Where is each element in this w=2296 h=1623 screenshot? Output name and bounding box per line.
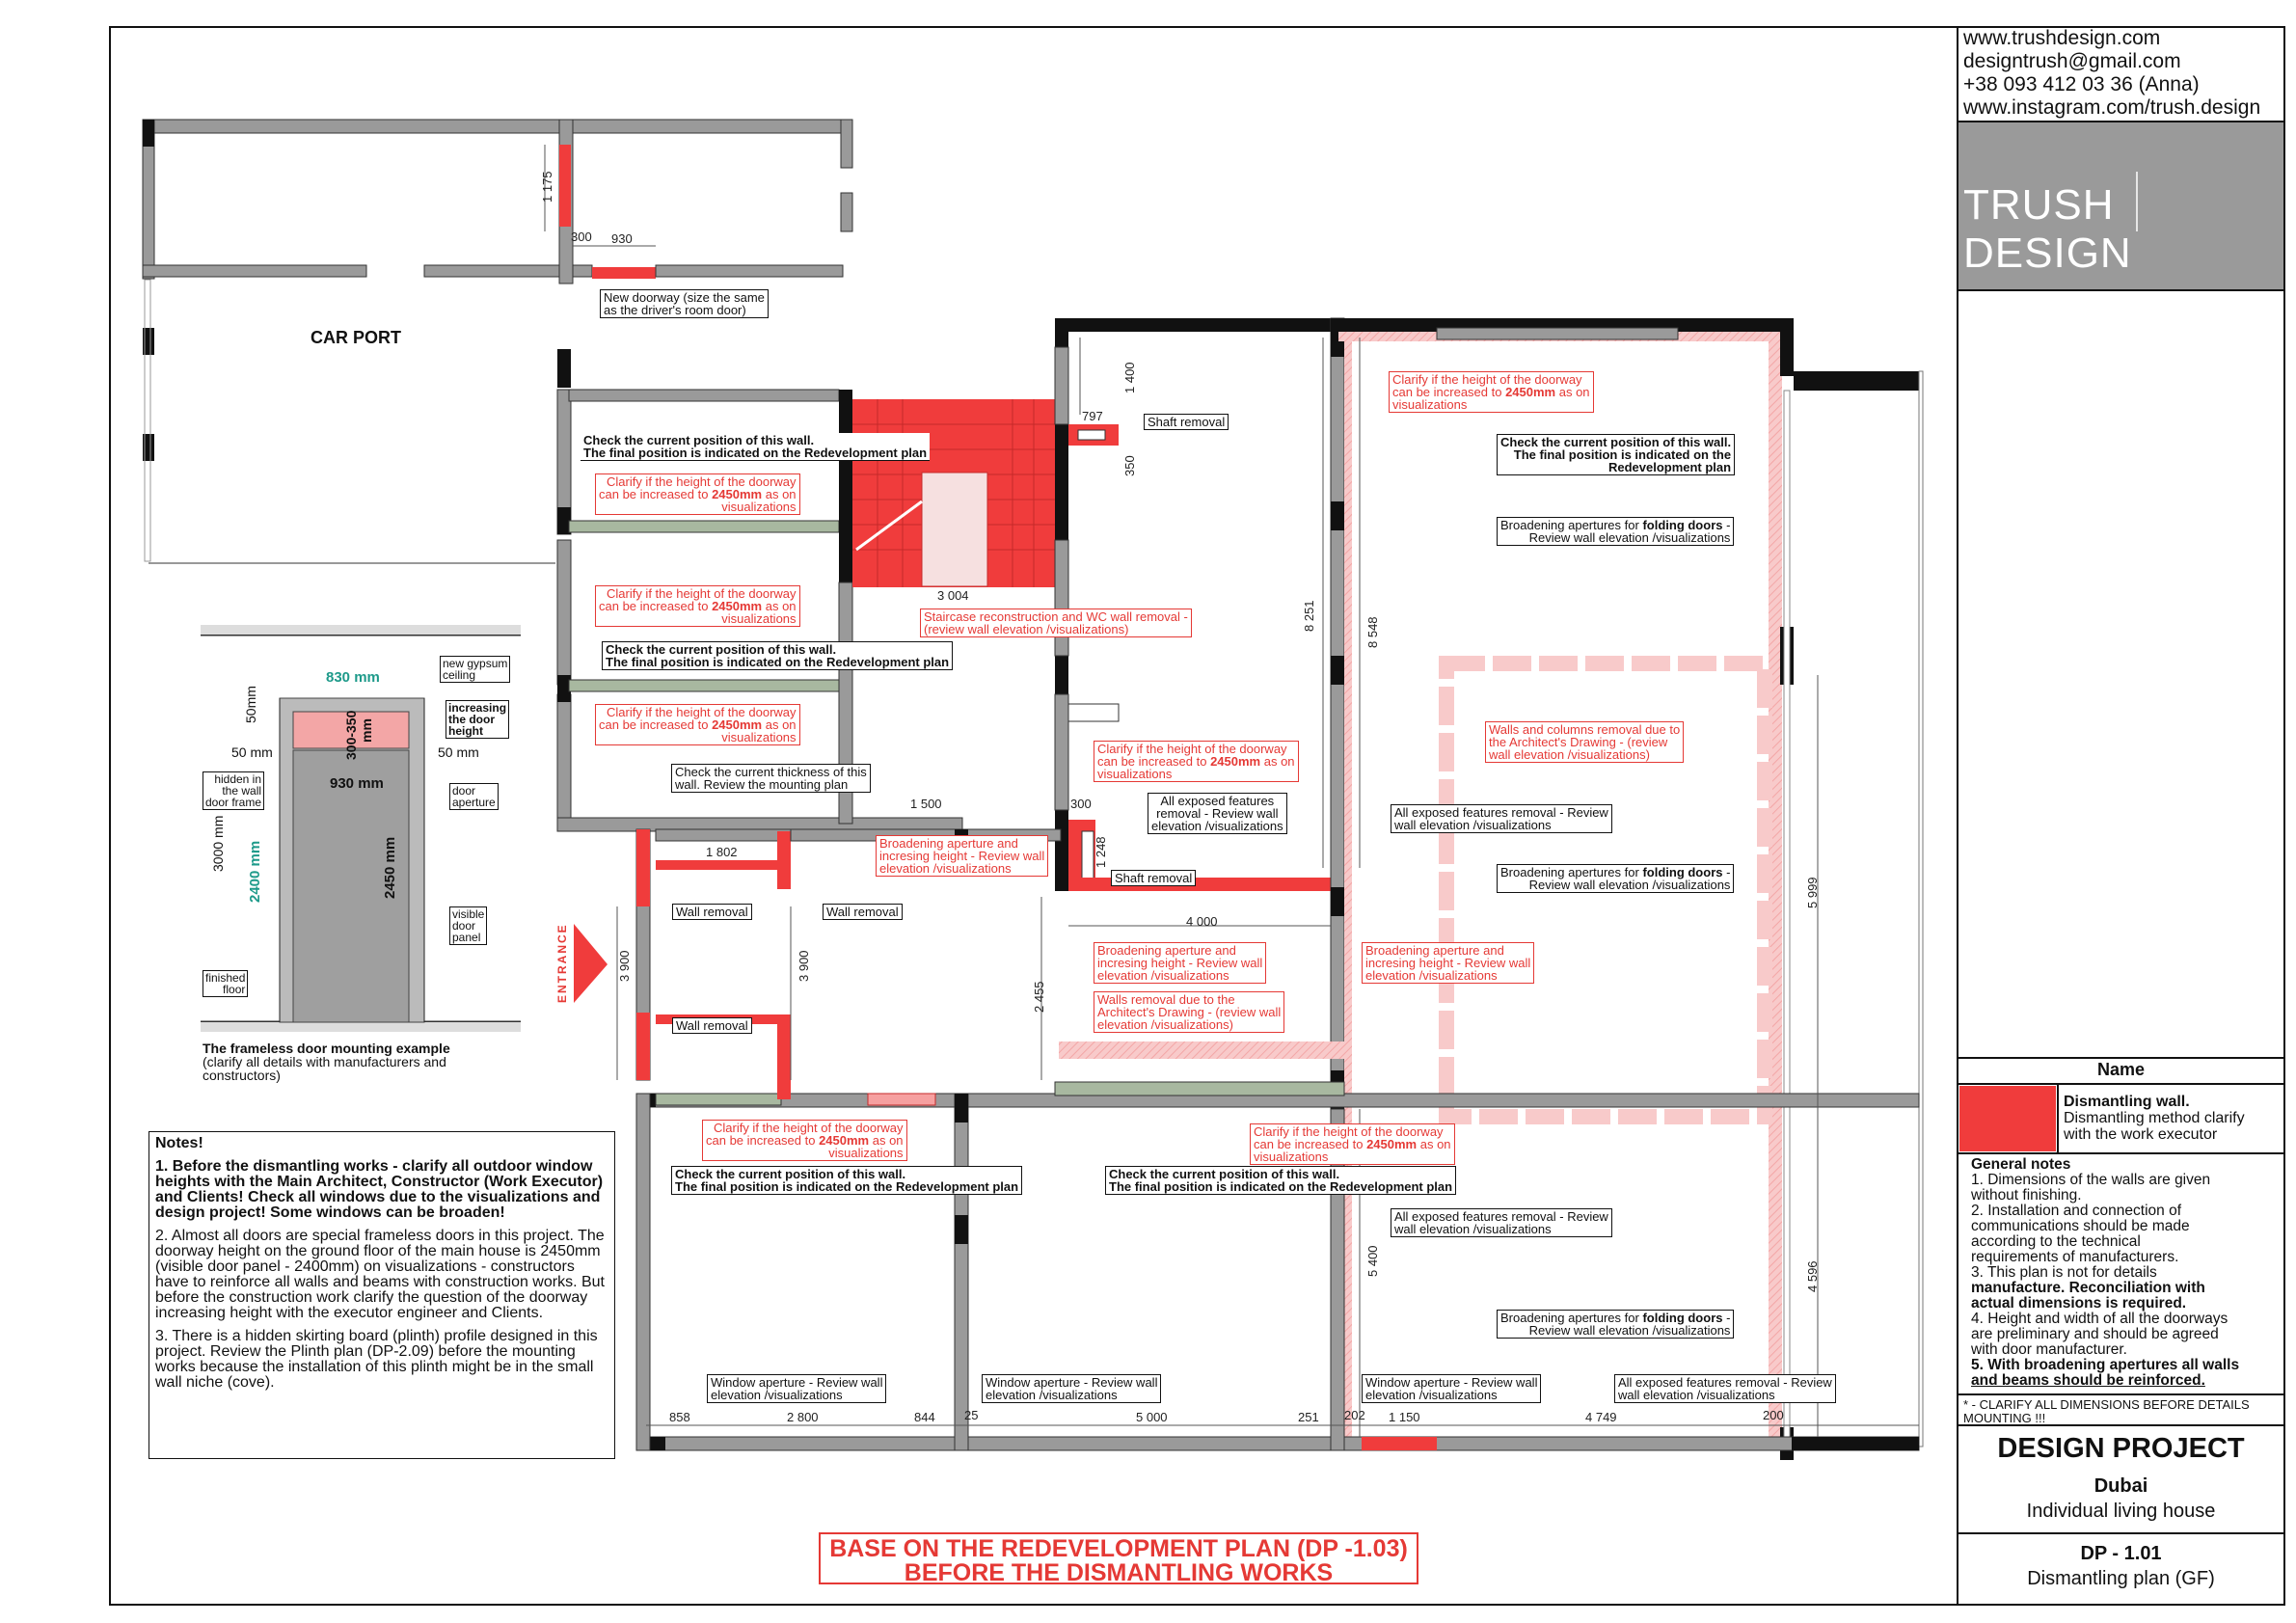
door-w830: 830 mm [326, 669, 380, 686]
new-doorway-line1: New doorway (size the same [604, 290, 765, 305]
walls-removal-arch-line2: Architect's Drawing - (review wall [1097, 1005, 1282, 1019]
dim-5000: 5 000 [1136, 1410, 1168, 1424]
caption-title: The frameless door mounting example [203, 1041, 450, 1056]
gen-note-line: and beams should be reinforced. [1971, 1372, 2205, 1389]
gen-note-line: without finishing. [1971, 1187, 2082, 1204]
bf-1b: folding doors [1642, 1311, 1723, 1325]
check-wall-note-a [581, 433, 930, 461]
legend-header: Name [2096, 1060, 2146, 1079]
clarify-line2a: can be increased to [1254, 1137, 1367, 1151]
door-h50-top: 50mm [243, 686, 258, 723]
window-aperture-note-3 [1362, 1374, 1541, 1403]
clarify-line2c: as on [1260, 754, 1295, 769]
walls-columns-line3: wall elevation /visualizations) [1489, 747, 1650, 762]
exposed-line2: wall elevation /visualizations [1394, 1222, 1552, 1236]
check-wall-line2: The final position is indicated on the Redevelopment plan [1109, 1179, 1453, 1194]
finished-line1: finished [205, 971, 246, 985]
legend-item-desc2: with the work executor [2064, 1126, 2218, 1143]
caption-line2: constructors) [203, 1068, 281, 1083]
walls-removal-arch-line1: Walls removal due to the [1097, 992, 1235, 1007]
broad-height-line1: Broadening aperture and [1097, 943, 1236, 958]
clarify-doorway-note-6 [702, 1120, 907, 1161]
check-wall-note-c [671, 1166, 1022, 1195]
note-3: 3. There is a hidden skirting board (plinth) profile designed in this project. Review the Plinth plan (DP-2.09) before the mounting works because the installation of this plinth might be in the small wall niche (cove). [155, 1328, 598, 1391]
check-thickness-line1: Check the current thickness of this [675, 765, 867, 779]
visible-line3: panel [452, 931, 481, 944]
broad-folding-line2: Review wall elevation /visualizations [1528, 1323, 1731, 1338]
banner-line1: BASE ON THE REDEVELOPMENT PLAN (DP -1.03) [829, 1535, 1408, 1562]
broad-height-line3: elevation /visualizations [879, 861, 1012, 876]
bf-1c: - [1722, 865, 1731, 879]
hidden-line1: hidden in [214, 772, 262, 786]
dim-930: 930 [611, 231, 633, 246]
broad-height-line2: incresing height - Review wall [879, 849, 1045, 863]
hidden-line2: the wall [222, 784, 262, 798]
note-2: 2. Almost all doors are special frameless doors in this project. The doorway height on the ground floor of the main house is 2450mm (visible door panel - 2400mm) on visualizations - constructors have to reinforce all walls and beams with construction works. But before the construction work clarify the question of the doorway increasing height with the executor engineer and Clients. [155, 1228, 605, 1321]
clarify-doorway-note-4 [1389, 371, 1594, 413]
general-notes [1971, 1157, 2280, 1389]
legend-item-title: Dismantling wall. [2064, 1094, 2190, 1110]
exposed-line1: All exposed features removal - Review [1394, 1209, 1608, 1224]
bf-1a: Broadening apertures for [1500, 865, 1643, 879]
clarify-line3: visualizations [1097, 767, 1173, 781]
gen-note-line: according to the technical [1971, 1233, 2141, 1250]
check-wall-line2: The final position is indicated on the Redevelopment plan [583, 446, 928, 460]
check-wall-note-b [602, 641, 953, 670]
dim-2800: 2 800 [787, 1410, 819, 1424]
bf-1a: Broadening apertures for [1500, 518, 1643, 532]
clarify-line2b: 2450mm [1505, 385, 1556, 399]
general-notes-title: General notes [1971, 1156, 2071, 1173]
door-h3000: 3000 mm [210, 815, 226, 872]
project-city: Dubai [2093, 1475, 2148, 1497]
exposed-line1: All exposed features removal - Review [1394, 805, 1608, 820]
walls-removal-arch-note [1094, 991, 1284, 1033]
dim-5400: 5 400 [1365, 1245, 1380, 1277]
window-ap-line2: elevation /visualizations [986, 1388, 1118, 1402]
check-thickness-line2: wall. Review the mounting plan [675, 777, 849, 792]
door-h300: 300-350 [343, 710, 359, 760]
clarify-line2a: can be increased to [1097, 754, 1211, 769]
clarify-line1: Clarify if the height of the doorway [1097, 742, 1287, 756]
exposed-features-note-2 [1391, 1208, 1612, 1237]
check-thickness-note [671, 764, 871, 793]
check-wall-line1: Check the current position of this wall. [606, 642, 837, 657]
gypsum-line2: ceiling [443, 668, 476, 682]
staircase-line2: (review wall elevation /visualizations) [924, 622, 1129, 636]
visible-panel-note [449, 906, 487, 945]
new-doorway-note [600, 289, 769, 318]
gen-note-line: are preliminary and should be agreed [1971, 1326, 2219, 1342]
banner-line2: BEFORE THE DISMANTLING WORKS [904, 1559, 1334, 1586]
dim-1802: 1 802 [706, 845, 738, 859]
clarify-line2c: as on [762, 487, 797, 501]
window-aperture-note-1 [707, 1374, 886, 1403]
clarify-doorway-note-1 [595, 473, 800, 515]
clarify-line2c: as on [1555, 385, 1590, 399]
clarify-line3: visualizations [1254, 1150, 1329, 1164]
bf-1c: - [1722, 1311, 1731, 1325]
clarify-doorway-note-3 [595, 704, 800, 745]
clarify-doorway-note-2 [595, 585, 800, 627]
door-h2400: 2400 mm [247, 840, 263, 903]
dim-2455: 2 455 [1032, 981, 1046, 1013]
dim-1175: 1 175 [540, 171, 554, 203]
clarify-line2a: can be increased to [599, 717, 713, 732]
notes-title: Notes! [155, 1135, 203, 1151]
clarify-line3: visualizations [721, 500, 797, 514]
gen-note-line: 1. Dimensions of the walls are given [1971, 1172, 2211, 1188]
clarify-line1: Clarify if the height of the doorway [1392, 372, 1582, 387]
check-wall-line1: Check the current position of this wall. [675, 1167, 906, 1181]
check-wall-r-line2: The final position is indicated on the [1513, 447, 1732, 462]
clarify-line1: Clarify if the height of the doorway [606, 586, 797, 601]
exposed-features-note-3 [1614, 1374, 1836, 1403]
door-detail-caption [203, 1041, 450, 1082]
walls-columns-line2: the Architect's Drawing - (review [1489, 735, 1668, 749]
broad-folding-line2: Review wall elevation /visualizations [1528, 530, 1731, 545]
entrance-arrow [574, 924, 608, 1003]
door-side50-right: 50 mm [438, 744, 479, 760]
increasing-height-note [446, 700, 509, 739]
broadening-height-note-3 [1362, 942, 1534, 984]
broadening-folding-note-1 [1497, 517, 1734, 546]
check-wall-line2: The final position is indicated on the Redevelopment plan [675, 1179, 1019, 1194]
dim-4749: 4 749 [1585, 1410, 1617, 1424]
contact-website[interactable]: www.trushdesign.com [1963, 27, 2161, 49]
gen-note-line: requirements of manufacturers. [1971, 1249, 2179, 1265]
dim-3900a: 3 900 [617, 950, 632, 982]
clarify-line2b: 2450mm [1210, 754, 1261, 769]
door-h2450: 2450 mm [382, 836, 398, 899]
clarify-line2b: 2450mm [712, 599, 763, 613]
gen-note-line: actual dimensions is required. [1971, 1295, 2187, 1312]
exposed-line1: All exposed features removal - Review [1618, 1375, 1832, 1390]
brand-logo [1963, 181, 2296, 278]
dim-300a: 300 [571, 230, 592, 244]
finished-floor-note [203, 970, 248, 997]
entrance-label: ENTRANCE [555, 923, 569, 1003]
window-ap-line1: Window aperture - Review wall [711, 1375, 883, 1390]
clarify-line1: Clarify if the height of the doorway [606, 474, 797, 489]
contact-instagram[interactable]: www.instagram.com/trush.design [1963, 96, 2261, 119]
dim-858: 858 [669, 1410, 690, 1424]
door-w930: 930 mm [330, 775, 384, 792]
exposed-mid-line2: removal - Review wall [1156, 806, 1279, 821]
broad-height-line3: elevation /visualizations [1097, 968, 1229, 983]
check-wall-note-e [1497, 434, 1735, 475]
contact-email[interactable]: designtrush@gmail.com [1963, 50, 2181, 72]
dim-797: 797 [1082, 409, 1103, 423]
shaft-removal-note-2: Shaft removal [1111, 870, 1196, 886]
car-port-label: CAR PORT [311, 328, 401, 347]
new-doorway-line2: as the driver's room door) [604, 303, 746, 317]
bf-1c: - [1722, 518, 1731, 532]
exposed-mid-line1: All exposed features [1160, 794, 1275, 808]
window-ap-line2: elevation /visualizations [711, 1388, 843, 1402]
project-title: DESIGN PROJECT [1997, 1433, 2245, 1464]
check-wall-line1: Check the current position of this wall. [583, 433, 815, 447]
window-ap-line1: Window aperture - Review wall [986, 1375, 1158, 1390]
dim-251: 251 [1298, 1410, 1319, 1424]
dim-3900b: 3 900 [797, 950, 811, 982]
exposed-line2: wall elevation /visualizations [1394, 818, 1552, 832]
door-ap-line1: door [452, 784, 476, 798]
dim-1400: 1 400 [1122, 362, 1137, 393]
dim-200: 200 [1763, 1408, 1784, 1422]
clarify-line2a: can be increased to [706, 1133, 820, 1148]
clarify-line2c: as on [1417, 1137, 1451, 1151]
clarify-line1: Clarify if the height of the doorway [713, 1121, 904, 1135]
dim-4596: 4 596 [1805, 1260, 1820, 1292]
clarify-line2c: as on [869, 1133, 904, 1148]
legend-item-desc1: Dismantling method clarify [2064, 1110, 2245, 1126]
finished-line2: floor [223, 983, 246, 996]
bf-1a: Broadening apertures for [1500, 1311, 1643, 1325]
clarify-dimensions-2: MOUNTING !!! [1963, 1411, 2046, 1425]
window-ap-line2: elevation /visualizations [1365, 1388, 1498, 1402]
broadening-height-note-2 [1094, 942, 1266, 984]
exposed-features-mid-note [1148, 793, 1287, 834]
exposed-mid-line3: elevation /visualizations [1151, 819, 1283, 833]
clarify-line2c: as on [762, 599, 797, 613]
check-wall-note-d [1105, 1166, 1456, 1195]
gen-note-line: with door manufacturer. [1971, 1341, 2127, 1358]
caption-line1: (clarify all details with manufacturers and [203, 1054, 446, 1069]
dim-1500: 1 500 [910, 797, 942, 811]
wall-removal-note-2: Wall removal [823, 904, 903, 920]
clarify-line2b: 2450mm [712, 717, 763, 732]
clarify-line2b: 2450mm [819, 1133, 870, 1148]
clarify-doorway-note-7 [1250, 1123, 1455, 1165]
sheet-name: Dismantling plan (GF) [2027, 1568, 2215, 1589]
logo-part2: DESIGN [1963, 230, 2132, 277]
project-type: Individual living house [2026, 1501, 2216, 1522]
clarify-line2b: 2450mm [712, 487, 763, 501]
broad-folding-line2: Review wall elevation /visualizations [1528, 878, 1731, 892]
clarify-line2a: can be increased to [599, 599, 713, 613]
gen-note-line: communications should be made [1971, 1218, 2190, 1234]
clarify-line1: Clarify if the height of the doorway [606, 705, 797, 719]
check-wall-line2: The final position is indicated on the Redevelopment plan [606, 655, 950, 669]
clarify-line2a: can be increased to [599, 487, 713, 501]
clarify-line2a: can be increased to [1392, 385, 1506, 399]
visible-line1: visible [452, 907, 485, 921]
walls-removal-arch-line3: elevation /visualizations) [1097, 1017, 1233, 1032]
sheet-number: DP - 1.01 [2080, 1543, 2162, 1564]
staircase-line1: Staircase reconstruction and WC wall removal - [924, 609, 1188, 624]
clarify-line3: visualizations [1392, 397, 1468, 412]
broadening-height-note-1 [876, 835, 1048, 877]
door-ap-line2: aperture [452, 796, 496, 809]
dim-844: 844 [914, 1410, 935, 1424]
dim-5999: 5 999 [1805, 877, 1820, 908]
check-wall-r-line3: Redevelopment plan [1607, 460, 1732, 474]
clarify-line2c: as on [762, 717, 797, 732]
wall-removal-note-1: Wall removal [672, 904, 752, 920]
bf-1b: folding doors [1642, 518, 1723, 532]
dim-1150: 1 150 [1389, 1410, 1420, 1424]
dim-4000: 4 000 [1186, 914, 1218, 929]
door-h300-unit: mm [359, 718, 374, 743]
door-aperture-note [449, 783, 499, 810]
increasing-line1: increasing [448, 701, 507, 715]
notes-box [149, 1131, 615, 1459]
clarify-line2b: 2450mm [1366, 1137, 1418, 1151]
door-side50-left: 50 mm [231, 744, 273, 760]
clarify-line3: visualizations [721, 730, 797, 744]
dim-3004: 3 004 [937, 588, 969, 603]
window-ap-line1: Window aperture - Review wall [1365, 1375, 1538, 1390]
dim-202: 202 [1344, 1408, 1365, 1422]
visible-line2: door [452, 919, 476, 933]
contact-phone: +38 093 412 03 36 (Anna) [1963, 73, 2200, 95]
hidden-line3: door frame [205, 796, 262, 809]
broad-height-line1: Broadening aperture and [879, 836, 1018, 851]
hidden-frame-note [203, 771, 264, 810]
clarify-doorway-note-5 [1094, 741, 1299, 782]
broadening-folding-note-3 [1497, 1310, 1734, 1339]
broad-height-line1: Broadening aperture and [1365, 943, 1504, 958]
gen-note-line: manufacture. Reconciliation with [1971, 1280, 2205, 1296]
gen-note-line: 4. Height and width of all the doorways [1971, 1311, 2228, 1327]
window-aperture-note-2 [982, 1374, 1161, 1403]
check-wall-line1: Check the current position of this wall. [1109, 1167, 1340, 1181]
dim-1248: 1 248 [1094, 836, 1108, 868]
broad-height-line3: elevation /visualizations [1365, 968, 1498, 983]
shaft-removal-note-1: Shaft removal [1144, 414, 1229, 430]
gen-note-line: 3. This plan is not for details [1971, 1264, 2157, 1281]
clarify-line1: Clarify if the height of the doorway [1254, 1124, 1444, 1139]
logo-part1: TRUSH [1963, 181, 2115, 229]
clarify-line3: visualizations [721, 611, 797, 626]
gypsum-line1: new gypsum [443, 657, 508, 670]
bf-1b: folding doors [1642, 865, 1723, 879]
broad-height-line2: incresing height - Review wall [1097, 956, 1263, 970]
broadening-folding-note-2 [1497, 864, 1734, 893]
increasing-line3: height [448, 724, 483, 738]
exposed-line2: wall elevation /visualizations [1618, 1388, 1775, 1402]
legend-swatch [1959, 1086, 2056, 1151]
clarify-line3: visualizations [828, 1146, 904, 1160]
note-1: 1. Before the dismantling works - clarify all outdoor window heights with the Main Architect, Constructor (Work Executor) and Clients! Check all windows due to the visualizations and design project! Some windows can be broaden! [155, 1158, 604, 1221]
dim-8251: 8 251 [1302, 600, 1316, 632]
wall-removal-note-3: Wall removal [672, 1017, 752, 1034]
exposed-features-note-1 [1391, 804, 1612, 833]
gen-note-line: 5. With broadening apertures all walls [1971, 1357, 2240, 1373]
new-gypsum-ceiling-note [440, 656, 510, 683]
walls-columns-note [1485, 721, 1684, 763]
clarify-dimensions-1: * - CLARIFY ALL DIMENSIONS BEFORE DETAILS [1963, 1397, 2250, 1412]
broad-height-line2: incresing height - Review wall [1365, 956, 1531, 970]
gen-note-line: 2. Installation and connection of [1971, 1203, 2182, 1219]
dim-25: 25 [964, 1408, 979, 1422]
increasing-line2: the door [448, 713, 495, 726]
dim-350: 350 [1122, 455, 1137, 476]
check-wall-r-line1: Check the current position of this wall. [1500, 435, 1732, 449]
staircase-note [920, 609, 1192, 637]
dim-8548: 8 548 [1365, 616, 1380, 648]
dim-300b: 300 [1070, 797, 1092, 811]
walls-columns-line1: Walls and columns removal due to [1489, 722, 1681, 737]
